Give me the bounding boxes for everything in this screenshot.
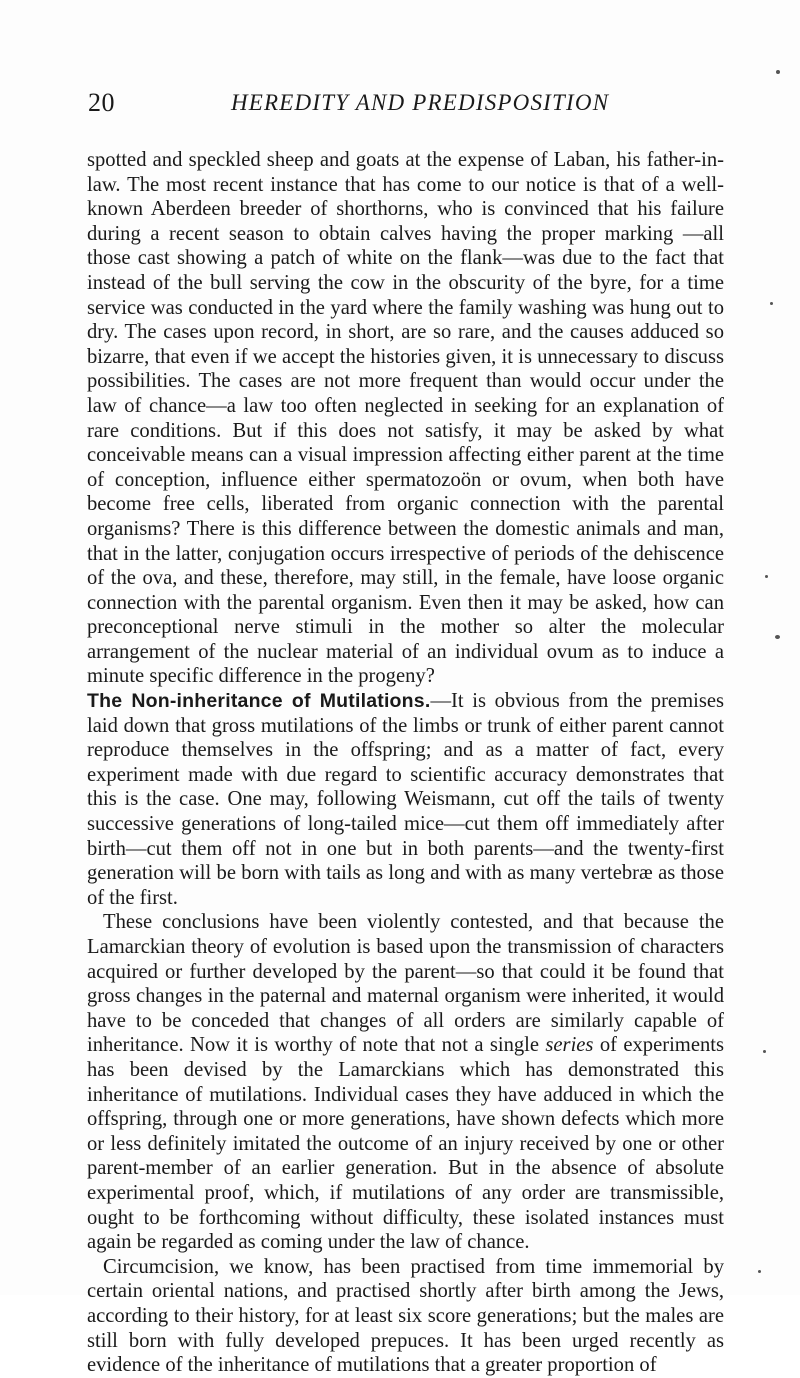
print-speck xyxy=(776,70,780,74)
running-head: HEREDITY AND PREDISPOSITION xyxy=(231,90,610,115)
paragraph-3-emphasis: series xyxy=(545,1034,594,1057)
print-speck xyxy=(770,302,773,305)
print-speck xyxy=(763,1050,766,1053)
paragraph-2-text: —It is obvious from the premises laid down that gross mutilations of the limbs or trunk of either parent cannot reproduce themselves in the offspring; and as a matter of fact, every experiment made with due regard to scientific accuracy demonstrates that this is the case. One may, following Weismann, cut off the tails of twenty successive generations of long-tailed mice—cut them off immediately after birth—cut them off not in one but in both parents—and the twenty-first generation will be born with tails as long and with as many vertebræ as those of the first. xyxy=(87,690,724,909)
paragraph-3 xyxy=(87,910,724,1254)
print-speck xyxy=(765,575,768,578)
paragraph-1: spotted and speckled sheep and goats at the expense of Laban, his father-in-law. The most recent instance that has come to our notice is that of a well-known Aberdeen breeder of shorthorns, who is convinced that his failure during a recent season to obtain calves having the proper marking —all those cast showing a patch of white on the flank—was due to the fact that instead of the bull serving the cow in the obscurity of the byre, for a time service was conducted in the yard where the family washing was hung out to dry. The cases upon record, in short, are so rare, and the causes adduced so bizarre, that even if we accept the histories given, it is unnecessary to discuss possibilities. The cases are not more frequent than would occur under the law of chance—a law too often neglected in seeking for an explanation of rare conditions. But if this does not satisfy, it may be asked by what conceivable means can a visual impression affecting either parent at the time of conception, influence either spermatozoön or ovum, when both have become free cells, liberated from organic connection with the parental organisms? There is this difference between the domestic animals and man, that in the latter, conjugation occurs irrespective of periods of the dehiscence of the ova, and these, therefore, may still, in the female, have loose organic connection with the parental organism. Even then it may be asked, how can preconceptional nerve stimuli in the mother so alter the molecular arrangement of the nuclear material of an individual ovum as to induce a minute specific difference in the progeny? xyxy=(87,149,724,688)
print-speck xyxy=(758,1270,761,1273)
section-heading-mutilations: The Non-inheritance of Mutilations. xyxy=(87,690,431,713)
paragraph-4: Circumcision, we know, has been practised from time immemorial by certain oriental nations, and practised shortly after birth among the Jews, according to their history, for at least six score generations; but the males are still born with fully developed prepuces. It has been urged recently as evidence of the inheritance of mutilations that a greater proportion of xyxy=(87,1255,724,1377)
body-text xyxy=(87,148,724,1378)
paragraph-2 xyxy=(87,689,724,910)
page-number: 20 xyxy=(88,88,115,117)
print-speck xyxy=(775,635,780,639)
paragraph-3-text-b: of experiments has been devised by the Lamarckians which has demonstrated this inheritance of mutilations. Individual cases they have adduced in which the offspring, through one or more generations, have shown defects which more or less definitely imitated the outcome of an injury received by one or other parent-member of an earlier generation. But in the absence of absolute experimental proof, which, if mutilations of any order are transmissible, ought to be forthcoming without difficulty, these isolated instances must again be regarded as coming under the law of chance. xyxy=(87,1034,724,1254)
paragraph-3-text-a: These conclusions have been violently contested, and that because the Lamarckian theory of evolution is based upon the transmission of characters acquired or further developed by the parent—so that could it be found that gross changes in the paternal and maternal organism were inherited, it would have to be conceded that changes of all orders are similarly capable of inheritance. Now it is worthy of note that not a single xyxy=(87,911,724,1057)
